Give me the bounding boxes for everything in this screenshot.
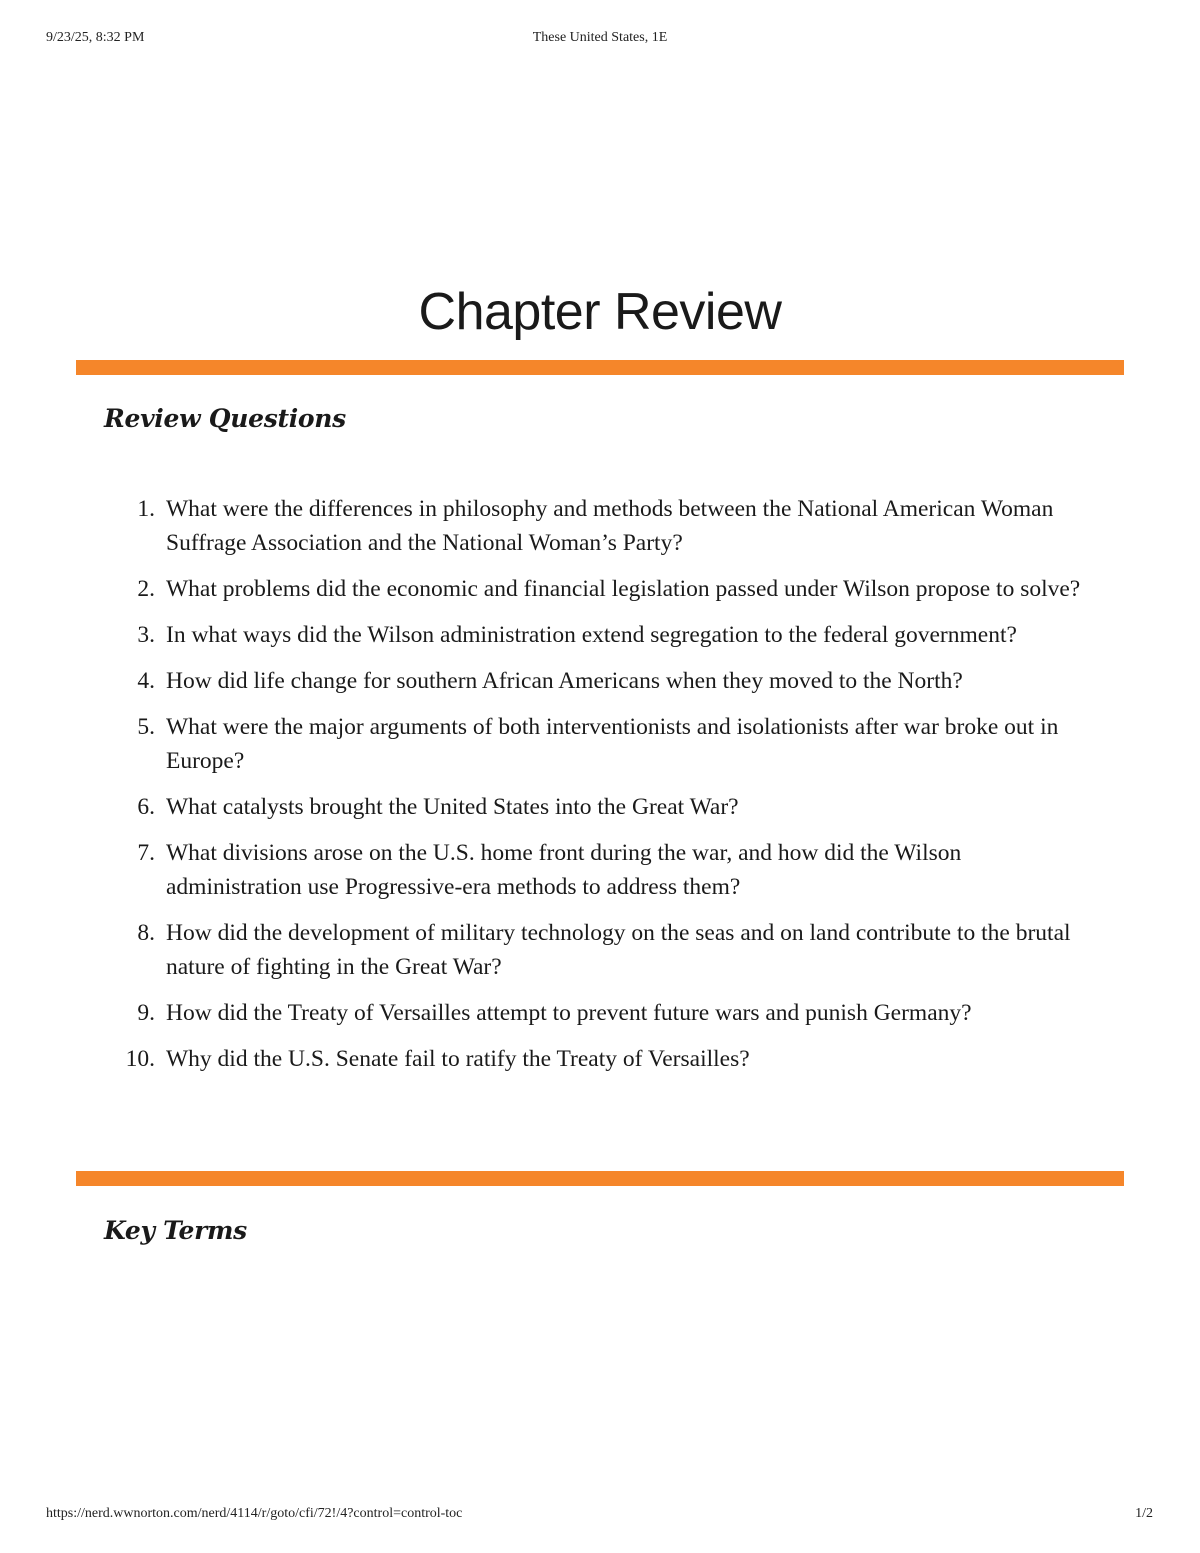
section-divider [76, 1171, 1124, 1186]
question-number: 10. [125, 1046, 155, 1072]
section-divider [76, 360, 1124, 375]
key-terms-heading: Key Terms [104, 1216, 247, 1245]
question-number: 4. [137, 668, 155, 694]
list-item [0, 664, 1200, 698]
question-text: How did the development of military technology on the seas and on land contribute to the brutal nature of fighting in the Great War? [166, 920, 1071, 980]
list-item [0, 618, 1200, 652]
question-text: Why did the U.S. Senate fail to ratify the Treaty of Versailles? [166, 1046, 750, 1072]
question-text: What divisions arose on the U.S. home front during the war, and how did the Wilson administration use Progressive-era methods to address them? [166, 840, 962, 900]
question-number: 1. [137, 496, 155, 522]
print-doc-title: These United States, 1E [532, 30, 668, 45]
question-number: 6. [137, 794, 155, 820]
question-text: What problems did the economic and financial legislation passed under Wilson propose to solve? [166, 576, 1081, 602]
print-footer [0, 1506, 1200, 1526]
list-item [0, 572, 1200, 606]
list-item [0, 492, 1200, 560]
list-item [0, 1042, 1200, 1076]
question-number: 7. [137, 840, 155, 866]
question-text: In what ways did the Wilson administration extend segregation to the federal government? [166, 622, 1017, 648]
list-item [0, 710, 1200, 778]
question-number: 2. [137, 576, 155, 602]
question-number: 3. [137, 622, 155, 648]
print-url: https://nerd.wwnorton.com/nerd/4114/r/goto/cfi/72!/4?control=control-toc [46, 1506, 463, 1521]
list-item [0, 790, 1200, 824]
list-item [0, 916, 1200, 984]
question-text: What were the major arguments of both interventionists and isolationists after war broke out in Europe? [166, 714, 1059, 774]
question-number: 9. [137, 1000, 155, 1026]
question-number: 5. [137, 714, 155, 740]
print-header [0, 30, 1200, 50]
question-text: What catalysts brought the United States into the Great War? [166, 794, 739, 820]
question-text: What were the differences in philosophy and methods between the National American Woman Suffrage Association and the National Woman’s Party? [166, 496, 1054, 556]
review-questions-heading: Review Questions [104, 404, 346, 433]
page-number: 1/2 [1135, 1506, 1153, 1521]
list-item [0, 836, 1200, 904]
question-text: How did the Treaty of Versailles attempt to prevent future wars and punish Germany? [166, 1000, 972, 1026]
print-datetime: 9/23/25, 8:32 PM [46, 30, 145, 45]
page-title: Chapter Review [418, 283, 782, 341]
review-questions-list [0, 492, 1200, 1088]
question-number: 8. [137, 920, 155, 946]
question-text: How did life change for southern African Americans when they moved to the North? [166, 668, 963, 694]
list-item [0, 996, 1200, 1030]
